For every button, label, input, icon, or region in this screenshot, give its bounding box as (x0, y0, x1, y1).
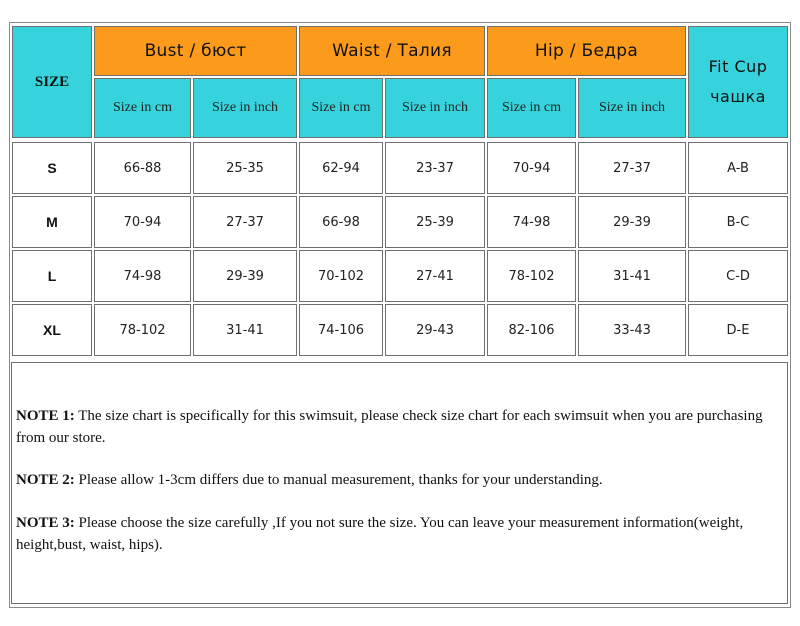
note-3-label: NOTE 3: (16, 515, 75, 531)
hip-inch-cell: 27-37 (578, 142, 686, 194)
size-header: SIZE (12, 26, 92, 138)
waist-cm-cell: 66-98 (299, 196, 383, 248)
waist-cm-cell: 74-106 (299, 304, 383, 356)
waist-group-header: Waist / Талия (299, 26, 485, 76)
cup-cell: D-E (688, 304, 788, 356)
waist-cm-cell: 62-94 (299, 142, 383, 194)
cup-cell: B-C (688, 196, 788, 248)
bust-cm-cell: 66-88 (94, 142, 191, 194)
hip-inch-cell: 33-43 (578, 304, 686, 356)
bust-inch-header: Size in inch (193, 78, 297, 138)
row-size-label: L (12, 250, 92, 302)
notes-box (11, 362, 788, 604)
hip-inch-header: Size in inch (578, 78, 686, 138)
waist-inch-cell: 23-37 (385, 142, 485, 194)
bust-cm-cell: 74-98 (94, 250, 191, 302)
note-2-label: NOTE 2: (16, 472, 75, 488)
bust-inch-cell: 31-41 (193, 304, 297, 356)
hip-cm-cell: 78-102 (487, 250, 576, 302)
hip-cm-cell: 74-98 (487, 196, 576, 248)
waist-inch-header: Size in inch (385, 78, 485, 138)
waist-inch-cell: 27-41 (385, 250, 485, 302)
cup-cell: A-B (688, 142, 788, 194)
note-3-text: Please choose the size carefully ,If you not sure the size. You can leave your measurement information(weight, height,bust, waist, hips). (16, 515, 744, 553)
bust-inch-cell: 25-35 (193, 142, 297, 194)
row-size-label: S (12, 142, 92, 194)
bust-inch-cell: 29-39 (193, 250, 297, 302)
note-1 (16, 405, 781, 449)
note-1-text: The size chart is specifically for this swimsuit, please check size chart for each swimsuit when you are purchasing from our store. (16, 408, 763, 446)
bust-cm-cell: 70-94 (94, 196, 191, 248)
bust-cm-cell: 78-102 (94, 304, 191, 356)
row-size-label: XL (12, 304, 92, 356)
waist-cm-cell: 70-102 (299, 250, 383, 302)
fit-cup-line1: Fit Cup (708, 57, 768, 76)
hip-cm-header: Size in cm (487, 78, 576, 138)
waist-inch-cell: 25-39 (385, 196, 485, 248)
fit-cup-header (688, 26, 788, 138)
hip-cm-cell: 82-106 (487, 304, 576, 356)
hip-cm-cell: 70-94 (487, 142, 576, 194)
waist-inch-cell: 29-43 (385, 304, 485, 356)
waist-cm-header: Size in cm (299, 78, 383, 138)
hip-inch-cell: 31-41 (578, 250, 686, 302)
hip-inch-cell: 29-39 (578, 196, 686, 248)
bust-inch-cell: 27-37 (193, 196, 297, 248)
row-size-label: M (12, 196, 92, 248)
bust-group-header: Bust / бюст (94, 26, 297, 76)
hip-group-header: Hip / Бедра (487, 26, 686, 76)
cup-cell: C-D (688, 250, 788, 302)
note-3 (16, 512, 781, 556)
note-2 (16, 469, 781, 491)
fit-cup-line2: чашка (710, 87, 766, 106)
note-2-text: Please allow 1-3cm differs due to manual measurement, thanks for your understanding. (74, 472, 603, 488)
bust-cm-header: Size in cm (94, 78, 191, 138)
note-1-label: NOTE 1: (16, 408, 75, 424)
